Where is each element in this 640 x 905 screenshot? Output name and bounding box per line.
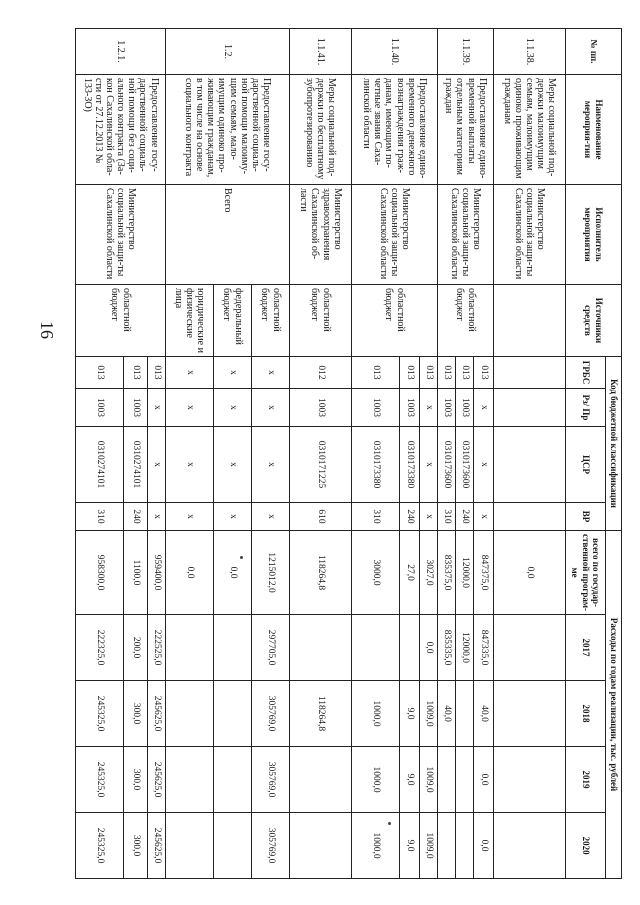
cell-rzpr: х: [166, 389, 214, 427]
cell-vr: 310: [352, 503, 400, 531]
row-num: 1.2.1.: [76, 29, 166, 75]
cell-2019: 1009,0: [420, 747, 438, 813]
cell-total: 1215012,0: [252, 531, 290, 615]
row-executor: Всего: [166, 185, 290, 285]
cell-vr: 610: [290, 503, 352, 531]
cell-2020: 1009,0: [420, 813, 438, 879]
cell-2020: [456, 813, 474, 879]
cell-csr: х: [420, 427, 438, 503]
cell-total: 1100,0: [124, 531, 148, 615]
cell-2018: 1000,0: [352, 681, 400, 747]
cell-vr: х: [214, 503, 252, 531]
table-row: [290, 29, 352, 879]
cell-grbs: 013: [400, 357, 420, 389]
cell-2019: [456, 747, 474, 813]
cell-grbs: 013: [438, 357, 456, 389]
cell-csr: х: [252, 427, 290, 503]
cell-rzpr: 1003: [438, 389, 456, 427]
cell-2019: 300,0: [124, 747, 148, 813]
header-num: № пп.: [566, 29, 622, 75]
header-rzpr: Рз/ Пр: [566, 389, 606, 427]
cell-2019: [494, 747, 566, 813]
cell-2020: 1000,0: [352, 813, 400, 879]
cell-total: 0,0: [166, 531, 214, 615]
row-executor: Министерство социальной защи-ты Сахалинской области: [438, 185, 494, 285]
cell-grbs: 013: [124, 357, 148, 389]
row-source: областной бюджет: [252, 285, 290, 357]
header-executor: Исполнитель мероприятия: [566, 185, 622, 285]
header-grbs: ГРБС: [566, 357, 606, 389]
table-row: [148, 29, 166, 879]
cell-2017: 0,0: [420, 615, 438, 681]
cell-rzpr: 1003: [290, 389, 352, 427]
cell-2017: 200,0: [124, 615, 148, 681]
cell-rzpr: [494, 389, 566, 427]
cell-total: 847375,0: [474, 531, 494, 615]
cell-2019: 0,0: [474, 747, 494, 813]
table-row: [474, 29, 494, 879]
cell-total: 0,0: [494, 531, 566, 615]
cell-csr: 0310173380: [400, 427, 420, 503]
cell-total: 959400,0: [148, 531, 166, 615]
header-2019: 2019: [566, 747, 606, 813]
row-name: Меры социальной под-держки малоимущим семьям, малоимущим одиноко проживающим гражданам: [494, 75, 566, 185]
cell-rzpr: х: [148, 389, 166, 427]
page-number: 16: [37, 321, 57, 339]
row-num: 1.2.: [166, 29, 290, 75]
row-num: 1.1.41.: [290, 29, 352, 75]
header-total: всего по государ-ственной програм-ме: [566, 531, 606, 615]
cell-2017: 12000,0: [456, 615, 474, 681]
cell-2019: [290, 747, 352, 813]
row-source: юридические и физические лица: [166, 285, 214, 357]
row-executor: Министерство социальной защи-ты Сахалинской области: [352, 185, 438, 285]
header-name: Наименование мероприя-тия: [566, 75, 622, 185]
cell-2018: 9,0: [400, 681, 420, 747]
cell-2018: 40,0: [438, 681, 456, 747]
cell-2017: 835335,0: [438, 615, 456, 681]
cell-2017: [214, 615, 252, 681]
cell-2018: 1009,0: [420, 681, 438, 747]
cell-vr: [494, 503, 566, 531]
cell-csr: х: [474, 427, 494, 503]
cell-2019: [166, 747, 214, 813]
cell-total: 12000,0: [456, 531, 474, 615]
header-2020: 2020: [566, 813, 606, 879]
row-source: областной бюджет: [76, 285, 166, 357]
cell-2020: [214, 813, 252, 879]
cell-2018: 40,0: [474, 681, 494, 747]
cell-grbs: 013: [352, 357, 400, 389]
cell-rzpr: х: [474, 389, 494, 427]
cell-vr: х: [420, 503, 438, 531]
cell-csr: 0310274101: [124, 427, 148, 503]
cell-2018: 245325,0: [76, 681, 124, 747]
header-expenses: Расходы по годам реализации, тыс. рублей: [606, 531, 622, 879]
header-source: Источники средств: [566, 285, 622, 357]
row-num: 1.1.40.: [352, 29, 438, 75]
cell-total: 3027,0: [420, 531, 438, 615]
cell-2020: 245625,0: [148, 813, 166, 879]
cell-2017: 847335,0: [474, 615, 494, 681]
cell-2018: [494, 681, 566, 747]
cell-2020: [290, 813, 352, 879]
cell-2019: 9,0: [400, 747, 420, 813]
cell-total: 3000,0: [352, 531, 400, 615]
row-source: [494, 285, 566, 357]
cell-2017: 297705,0: [252, 615, 290, 681]
cell-total: 958300,0: [76, 531, 124, 615]
cell-vr: 310: [76, 503, 124, 531]
cell-csr: 0310173380: [352, 427, 400, 503]
cell-rzpr: х: [214, 389, 252, 427]
cell-rzpr: 1003: [124, 389, 148, 427]
cell-2020: [166, 813, 214, 879]
cell-csr: 0310173600: [456, 427, 474, 503]
cell-grbs: х: [166, 357, 214, 389]
cell-2017: [352, 615, 400, 681]
budget-table: [75, 28, 622, 879]
row-name: Предоставление едино-временной выплаты отдельным категориям граждан: [438, 75, 494, 185]
cell-rzpr: 1003: [400, 389, 420, 427]
cell-csr: [494, 427, 566, 503]
cell-grbs: 013: [148, 357, 166, 389]
cell-grbs: [494, 357, 566, 389]
cell-grbs: х: [214, 357, 252, 389]
header-budget-code: Код бюджетной классификации: [606, 357, 622, 531]
row-source: федеральный бюджет: [214, 285, 252, 357]
cell-rzpr: 1003: [456, 389, 474, 427]
cell-rzpr: х: [252, 389, 290, 427]
cell-csr: 0310171225: [290, 427, 352, 503]
cell-csr: х: [166, 427, 214, 503]
cell-vr: 240: [124, 503, 148, 531]
cell-2019: [438, 747, 456, 813]
cell-2017: [400, 615, 420, 681]
cell-rzpr: х: [420, 389, 438, 427]
cell-2020: 305769,0: [252, 813, 290, 879]
cell-vr: 310: [438, 503, 456, 531]
row-executor: Министерство социальной защи-ты Сахалинской области: [76, 185, 166, 285]
cell-csr: х: [148, 427, 166, 503]
row-source: областной бюджет: [290, 285, 352, 357]
cell-2017: [494, 615, 566, 681]
cell-total: 118264,8: [290, 531, 352, 615]
table-row: [494, 29, 566, 879]
cell-2020: 0,0: [474, 813, 494, 879]
cell-total: 835375,0: [438, 531, 456, 615]
cell-2020: 9,0: [400, 813, 420, 879]
cell-csr: х: [214, 427, 252, 503]
cell-total: 0,0: [214, 531, 252, 615]
cell-2018: [214, 681, 252, 747]
cell-2019: 245625,0: [148, 747, 166, 813]
cell-2020: 300,0: [124, 813, 148, 879]
cell-2020: 245325,0: [76, 813, 124, 879]
cell-vr: х: [252, 503, 290, 531]
cell-grbs: 013: [456, 357, 474, 389]
cell-2017: 222325,0: [76, 615, 124, 681]
cell-2017: [166, 615, 214, 681]
cell-2018: 245625,0: [148, 681, 166, 747]
cell-2018: 305769,0: [252, 681, 290, 747]
cell-2019: 1000,0: [352, 747, 400, 813]
cell-2019: [214, 747, 252, 813]
row-source: областной бюджет: [352, 285, 438, 357]
cell-2018: [166, 681, 214, 747]
cell-2017: [290, 615, 352, 681]
row-name: Предоставление едино-временного денежного вознаграждения граж-данам, имеющим по-четные звания Саха-линской области: [352, 75, 438, 185]
header-2017: 2017: [566, 615, 606, 681]
cell-grbs: х: [252, 357, 290, 389]
header-csr: ЦСР: [566, 427, 606, 503]
cell-csr: 0310173600: [438, 427, 456, 503]
cell-vr: 240: [400, 503, 420, 531]
cell-csr: 0310274101: [76, 427, 124, 503]
rotated-table-wrapper: [77, 28, 622, 878]
cell-vr: х: [166, 503, 214, 531]
cell-vr: х: [148, 503, 166, 531]
cell-2018: 118264,8: [290, 681, 352, 747]
cell-vr: 240: [456, 503, 474, 531]
row-name: Предоставление госу-дарственной социаль-ной помощи без соци-ального контракта (За-кон Сахалинской обла-сти от 27.12.2013 № 133-ЗО): [76, 75, 166, 185]
cell-2018: 300,0: [124, 681, 148, 747]
row-name: Предоставление госу-дарственной социаль-ной помощи малоиму-щим семьям, мало-имущим одиноко про-живающим гражданам, в том числе на основе социального контракта: [166, 75, 290, 185]
cell-2018: [456, 681, 474, 747]
table-row: [252, 29, 290, 879]
cell-total: 27,0: [400, 531, 420, 615]
row-source: областной бюджет: [438, 285, 494, 357]
row-num: 1.1.38.: [494, 29, 566, 75]
cell-2020: [438, 813, 456, 879]
cell-rzpr: 1003: [352, 389, 400, 427]
cell-grbs: 013: [76, 357, 124, 389]
cell-grbs: 012: [290, 357, 352, 389]
header-2018: 2018: [566, 681, 606, 747]
cell-grbs: 013: [474, 357, 494, 389]
cell-grbs: 013: [420, 357, 438, 389]
cell-2017: 222525,0: [148, 615, 166, 681]
row-executor: Министерство социальной защи-ты Сахалинской области: [494, 185, 566, 285]
row-name: Меры социальной под-держки по бесплатному зубопротезированию: [290, 75, 352, 185]
cell-2019: 305769,0: [252, 747, 290, 813]
table-row: [420, 29, 438, 879]
header-vr: ВР: [566, 503, 606, 531]
cell-rzpr: 1003: [76, 389, 124, 427]
cell-2019: 245325,0: [76, 747, 124, 813]
row-num: 1.1.39.: [438, 29, 494, 75]
cell-2020: [494, 813, 566, 879]
row-executor: Министерство здравоохранения Сахалинской об-ласти: [290, 185, 352, 285]
cell-vr: х: [474, 503, 494, 531]
